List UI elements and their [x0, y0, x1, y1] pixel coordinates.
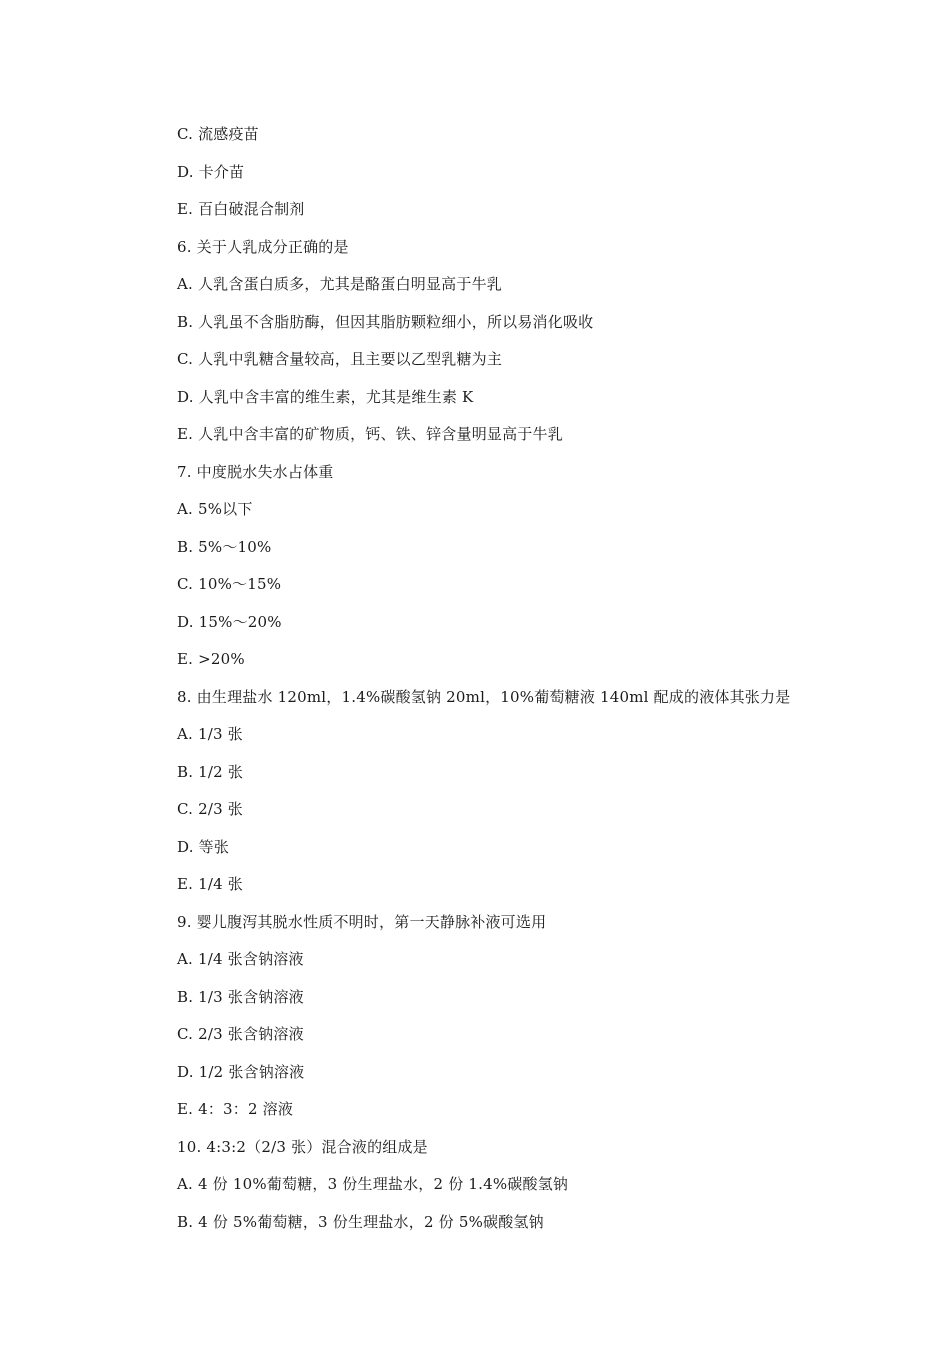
- option-line: C. 10%～15%: [177, 575, 282, 593]
- question-stem: 10. 4:3:2（2/3 张）混合液的组成是: [177, 1137, 428, 1156]
- option-line: E. >20%: [177, 650, 245, 668]
- option-line: C. 2/3 张含钠溶液: [177, 1025, 304, 1043]
- option-line: A. 人乳含蛋白质多，尤其是酪蛋白明显高于牛乳: [177, 275, 502, 293]
- option-line: C. 人乳中乳糖含量较高，且主要以乙型乳糖为主: [177, 350, 503, 368]
- option-line: A. 1/4 张含钠溶液: [177, 950, 304, 968]
- option-line: B. 4 份 5%葡萄糖，3 份生理盐水，2 份 5%碳酸氢钠: [177, 1212, 544, 1231]
- option-line: A. 4 份 10%葡萄糖，3 份生理盐水，2 份 1.4%碳酸氢钠: [177, 1175, 569, 1193]
- question-stem: 7. 中度脱水失水占体重: [177, 462, 334, 481]
- option-line: D. 15%～20%: [177, 612, 282, 631]
- option-line: B. 人乳虽不含脂肪酶，但因其脂肪颗粒细小，所以易消化吸收: [177, 312, 594, 331]
- option-line: A. 1/3 张: [177, 725, 243, 743]
- option-line: E. 百白破混合制剂: [177, 200, 305, 218]
- question-stem: 6. 关于人乳成分正确的是: [177, 237, 349, 256]
- option-line: A. 5%以下: [177, 500, 253, 518]
- option-line: E. 1/4 张: [177, 875, 243, 893]
- option-line: B. 5%～10%: [177, 537, 272, 556]
- option-line: C. 流感疫苗: [177, 125, 259, 143]
- question-stem: 9. 婴儿腹泻其脱水性质不明时，第一天静脉补液可选用: [177, 912, 547, 931]
- option-line: D. 人乳中含丰富的维生素，尤其是维生素 K: [177, 387, 474, 406]
- question-text-block: [177, 122, 877, 1247]
- option-line: B. 1/3 张含钠溶液: [177, 987, 304, 1006]
- option-line: D. 1/2 张含钠溶液: [177, 1062, 305, 1081]
- option-line: E. 人乳中含丰富的矿物质，钙、铁、锌含量明显高于牛乳: [177, 425, 563, 443]
- option-line: D. 卡介苗: [177, 162, 245, 181]
- option-line: E. 4：3：2 溶液: [177, 1100, 294, 1118]
- option-line: C. 2/3 张: [177, 800, 243, 818]
- option-line: B. 1/2 张: [177, 762, 244, 781]
- question-stem: 8. 由生理盐水 120ml，1.4%碳酸氢钠 20ml，10%葡萄糖液 140ml 配成的液体其张力是: [177, 687, 791, 706]
- option-line: D. 等张: [177, 837, 230, 856]
